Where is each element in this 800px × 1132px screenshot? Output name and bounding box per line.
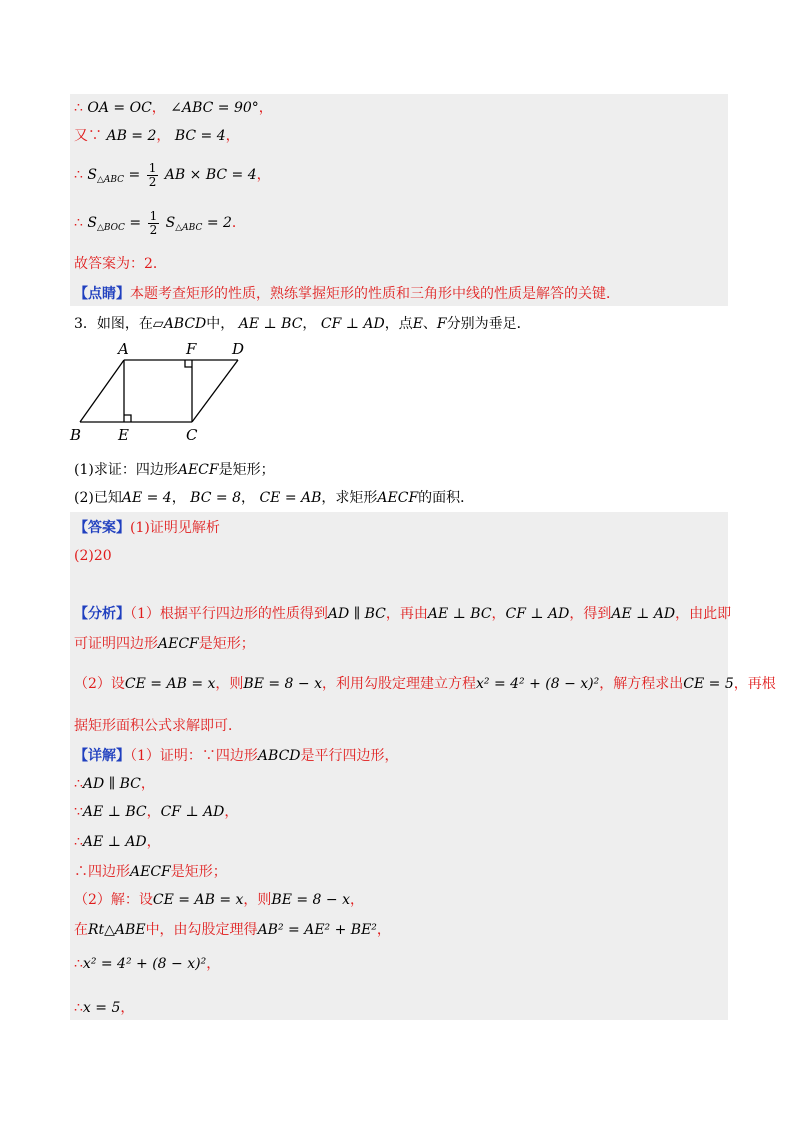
part-text: ，求矩形 (321, 490, 378, 506)
parallelogram-figure (68, 340, 268, 444)
stem-text: 中， (206, 316, 235, 332)
analysis-text: （1）根据平行四边形的性质得到 (130, 606, 328, 622)
therefore-symbol: ∴ (74, 1000, 83, 1016)
punct: ， (151, 100, 166, 116)
parallelogram-name: ▱ABCD (152, 316, 207, 332)
punct: ． (231, 215, 246, 231)
therefore-symbol: ∴ (74, 100, 83, 116)
area-symbol: S (87, 215, 97, 231)
question-3-part-2 (74, 488, 474, 508)
fraction-half (148, 210, 160, 237)
prev-line-4 (74, 208, 246, 243)
punct: ， (258, 100, 273, 116)
punct: ， (491, 606, 506, 622)
math-expr: x = 5 (82, 1000, 121, 1016)
right-angle-mark-F (185, 360, 192, 367)
math-expr: AE ⊥ BC (427, 606, 492, 622)
punct: ， (146, 804, 161, 820)
math-expr: AE ⊥ BC (82, 804, 147, 820)
math-expr: CF ⊥ AD (505, 606, 570, 622)
analysis-line-3 (74, 674, 776, 694)
math-expr: ABCD (257, 748, 301, 764)
area-subscript: △ABC (175, 223, 203, 233)
analysis-text: （2）设 (74, 676, 125, 692)
comment-text: 本题考查矩形的性质，熟练掌握矩形的性质和三角形中线的性质是解答的关键． (130, 286, 620, 302)
math-expr: CE = AB (259, 490, 322, 506)
punct: ， (140, 776, 155, 792)
given-prefix: 又∵ (74, 128, 102, 144)
prev-line-1 (74, 98, 273, 118)
math-expr: AE = 4 (121, 490, 172, 506)
therefore-symbol: ∴ (74, 864, 88, 880)
math-expr: BE = 8 − x (243, 676, 322, 692)
math-expr: AE ⊥ AD (611, 606, 676, 622)
math-expr: x² = 4² + (8 − x)² (476, 676, 600, 692)
stem-text: 分别为垂足． (446, 316, 531, 332)
analysis-line-1 (74, 604, 731, 624)
therefore-symbol: ∴ (74, 167, 83, 183)
equals-sign: = (128, 167, 141, 183)
analysis-text: ，则 (215, 676, 244, 692)
punct: ， (120, 1000, 135, 1016)
part-text: 是矩形； (218, 462, 275, 478)
right-angle-mark-E (124, 415, 131, 422)
punct: ， (225, 128, 240, 144)
analysis-line-4: 据矩形面积公式求解即可． (74, 718, 242, 734)
area-subscript: △BOC (96, 223, 125, 233)
part-text: (2)已知 (74, 490, 122, 506)
detail-line-4 (74, 832, 161, 852)
punct: ， (240, 490, 255, 506)
math-expr: CF ⊥ AD (320, 316, 385, 332)
math-expr: = 2 (206, 215, 232, 231)
math-expr: AECF (158, 636, 199, 652)
prev-answer: 故答案为：2． (74, 256, 167, 272)
detail-line-5 (74, 862, 227, 882)
analysis-text: ，解方程求出 (599, 676, 684, 692)
detail-line-7 (74, 920, 391, 940)
math-expr: ∠ABC = 90° (170, 100, 259, 116)
label-D: D (232, 340, 245, 358)
answer-text: (1)证明见解析 (130, 520, 220, 536)
segment-CD (192, 360, 238, 422)
math-expr: AE ⊥ AD (82, 834, 147, 850)
punct: ， (224, 804, 239, 820)
part-text: (1)求证：四边形 (74, 462, 178, 478)
math-expr: x² = 4² + (8 − x)² (82, 956, 207, 972)
punct: ， (171, 490, 186, 506)
detail-tag: 【详解】 (74, 748, 130, 764)
analysis-text: 可证明四边形 (74, 636, 158, 652)
detail-text: 在 (74, 922, 88, 938)
math-expr: AECF (377, 490, 419, 506)
prev-line-3 (74, 160, 271, 195)
math-expr: AD ∥ BC (82, 776, 141, 792)
math-expr: AB² = AE² + BE² (257, 922, 377, 938)
question-3-stem (74, 314, 531, 334)
equals-sign: = (129, 215, 142, 231)
label-A: A (118, 340, 129, 358)
detail-line-8 (74, 954, 220, 974)
comment-tag: 【点睛】 (74, 286, 130, 302)
math-expr: BE = 8 − x (271, 892, 350, 908)
fraction-half (147, 162, 159, 189)
math-expr: BC = 8 (190, 490, 241, 506)
therefore-symbol: ∴ (74, 834, 83, 850)
math-expr: OA = OC (87, 100, 152, 116)
detail-text: 四边形 (88, 864, 130, 880)
analysis-tag: 【分析】 (74, 606, 130, 622)
punct: ， (256, 167, 271, 183)
stem-text: 3．如图，在 (74, 316, 153, 332)
punct: ， (302, 316, 317, 332)
fraction-denominator: 2 (149, 222, 158, 237)
analysis-text: ，由此即 (675, 606, 732, 622)
analysis-line-2 (74, 634, 255, 654)
question-3-part-1 (74, 460, 275, 480)
answer-tag: 【答案】 (74, 520, 130, 536)
analysis-text: 是矩形； (198, 636, 255, 652)
math-expr: CE = AB = x (124, 676, 216, 692)
because-symbol: ∵ (74, 804, 83, 820)
stem-text: ，点 (384, 316, 413, 332)
detail-text: （2）解：设 (74, 892, 153, 908)
point-label: F (436, 316, 447, 332)
therefore-symbol: ∴ (74, 956, 83, 972)
label-E: E (118, 426, 129, 444)
area-symbol: S (87, 167, 97, 183)
label-C: C (186, 426, 198, 444)
math-expr: AECF (130, 864, 171, 880)
punct: ， (146, 834, 161, 850)
detail-line-1 (74, 746, 399, 766)
detail-text: （1）证明：∵四边形 (130, 748, 258, 764)
fraction-denominator: 2 (148, 174, 157, 189)
punct: ， (206, 956, 221, 972)
fraction-numerator: 1 (148, 160, 157, 175)
math-expr: Rt△ABE (88, 922, 146, 938)
therefore-symbol: ∴ (74, 776, 83, 792)
solution-block-q3 (70, 512, 728, 1020)
math-expr: BC = 4 (174, 128, 226, 144)
punct: ， (350, 892, 364, 908)
math-expr: AB = 2 (106, 128, 157, 144)
math-expr: CE = 5 (683, 676, 734, 692)
label-F: F (186, 340, 197, 358)
math-expr: AE ⊥ BC (238, 316, 303, 332)
detail-line-9 (74, 998, 134, 1018)
therefore-symbol: ∴ (74, 215, 83, 231)
answer-line-1 (74, 518, 220, 538)
punct: 、 (422, 316, 437, 332)
math-expr: CF ⊥ AD (160, 804, 225, 820)
prev-comment (74, 284, 620, 304)
analysis-text: ，得到 (569, 606, 612, 622)
detail-text: 是矩形； (170, 864, 227, 880)
analysis-text: ，再根 (733, 676, 776, 692)
detail-text: 中，由勾股定理得 (145, 922, 258, 938)
math-expr: CE = AB = x (152, 892, 244, 908)
analysis-text: ，再由 (385, 606, 428, 622)
point-label: E (412, 316, 423, 332)
math-expr: AB × BC = 4 (164, 167, 257, 183)
detail-line-6 (74, 890, 364, 910)
part-text: 的面积． (418, 490, 475, 506)
analysis-text: ，利用勾股定理建立方程 (322, 676, 476, 692)
detail-line-2 (74, 774, 155, 794)
punct: ， (156, 128, 171, 144)
math-expr: AD ∥ BC (327, 606, 386, 622)
label-B: B (70, 426, 82, 444)
detail-text: 是平行四边形， (300, 748, 399, 764)
prev-line-2 (74, 126, 240, 146)
area-subscript: △ABC (96, 175, 125, 185)
punct: ， (376, 922, 391, 938)
detail-text: ，则 (243, 892, 272, 908)
detail-line-3 (74, 802, 238, 822)
math-expr: AECF (177, 462, 219, 478)
segment-AB (80, 360, 124, 422)
fraction-numerator: 1 (149, 208, 158, 223)
area-symbol: S (165, 215, 176, 231)
answer-line-2: (2)20 (74, 548, 112, 564)
